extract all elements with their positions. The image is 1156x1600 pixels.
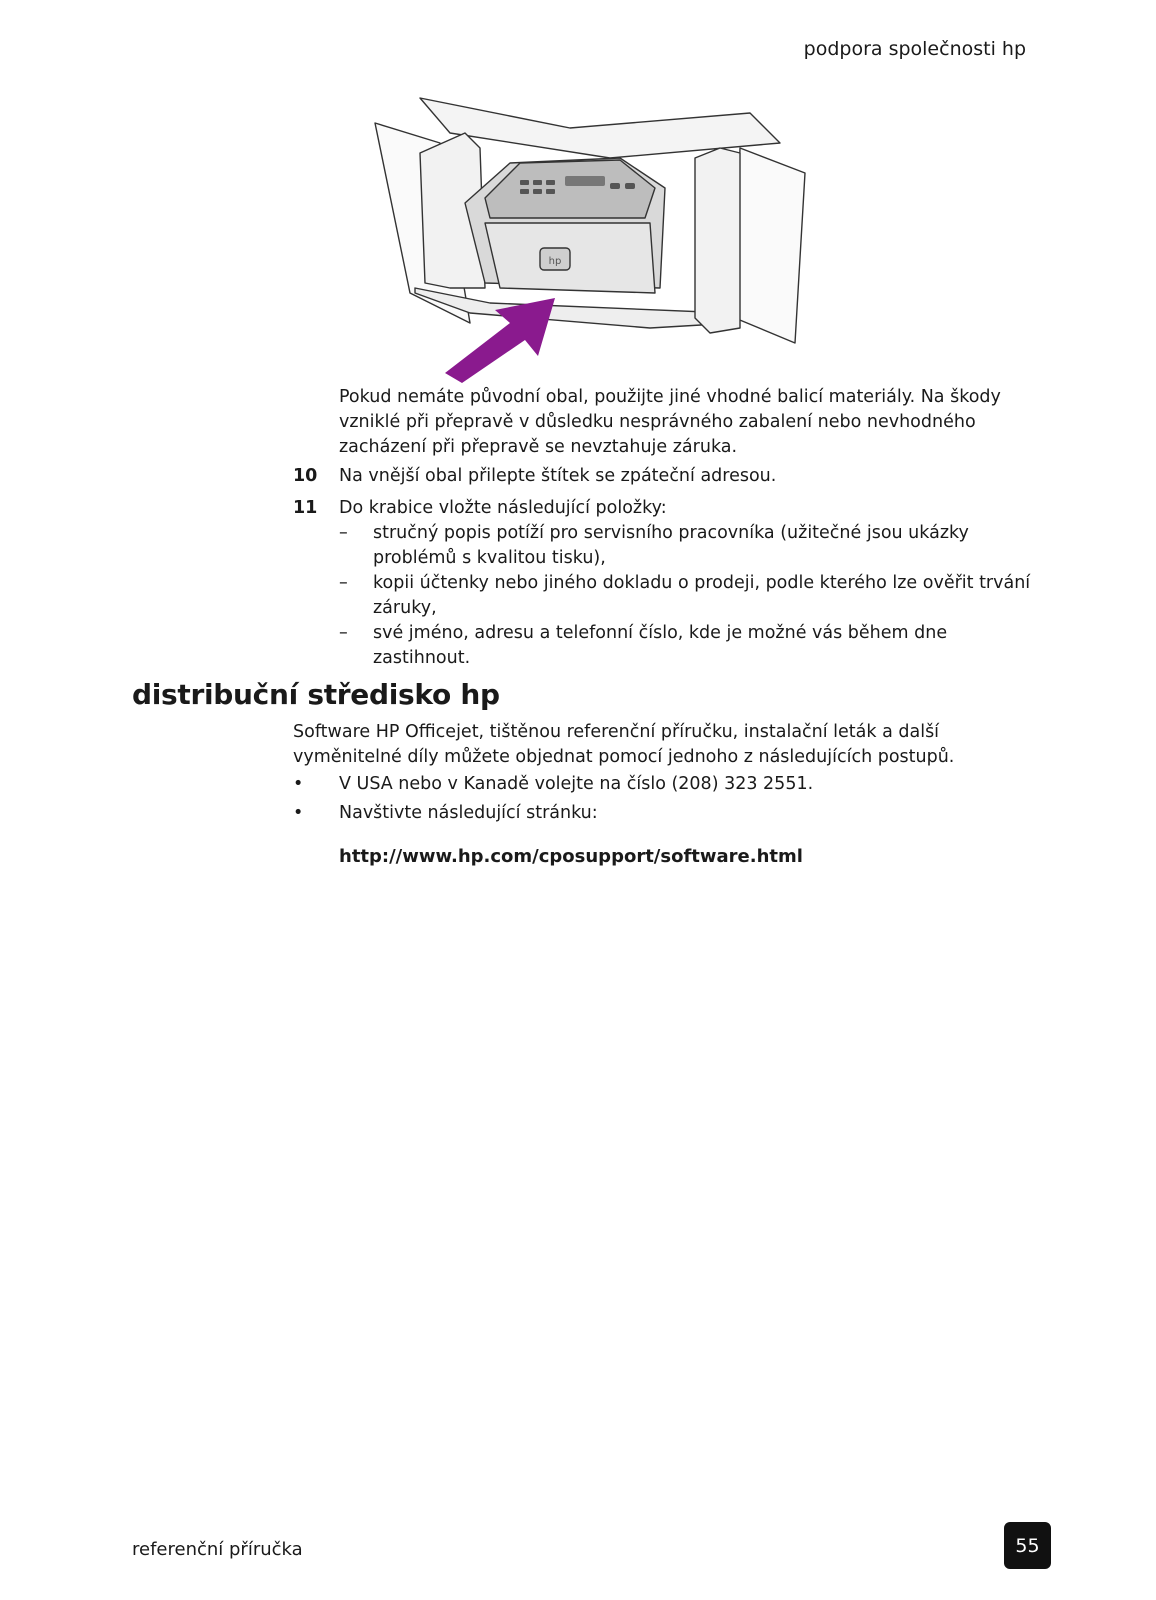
items-list bbox=[339, 521, 1039, 671]
step-number: 10 bbox=[293, 466, 318, 486]
distribution-intro: Software HP Officejet, tištěnou referenční příručku, instalační leták a další vyměnitelné díly můžete objednat pomocí jednoho z následujících postupů. bbox=[293, 722, 955, 767]
software-url-link[interactable]: http://www.hp.com/cposupport/software.html bbox=[339, 846, 803, 867]
step-number: 11 bbox=[293, 498, 318, 518]
list-item: – své jméno, adresu a telefonní číslo, kde je možné vás během dne zastihnout. bbox=[339, 623, 948, 668]
page-number: 55 bbox=[1004, 1522, 1051, 1569]
step-text: Do krabice vložte následující položky: bbox=[339, 498, 667, 518]
list-item: – stručný popis potíží pro servisního pracovníka (užitečné jsou ukázky problémů s kvalitou tisku), bbox=[339, 523, 969, 568]
packing-note: Pokud nemáte původní obal, použijte jiné vhodné balicí materiály. Na škody vzniklé při přepravě v důsledku nesprávného zabalení nebo nevhodného zacházení při přepravě se nevztahuje záruka. bbox=[339, 387, 1001, 457]
footer-title: referenční příručka bbox=[132, 1539, 303, 1560]
hp-logo: hp bbox=[548, 256, 562, 267]
printer-in-box-illustration bbox=[370, 88, 820, 383]
list-item: – kopii účtenky nebo jiného dokladu o prodeji, podle kterého lze ověřit trvání záruky, bbox=[339, 573, 1031, 618]
step-text: Na vnější obal přilepte štítek se zpáteční adresou. bbox=[339, 466, 777, 486]
running-header: podpora společnosti hp bbox=[803, 38, 1026, 60]
section-title: distribuční středisko hp bbox=[132, 678, 500, 711]
